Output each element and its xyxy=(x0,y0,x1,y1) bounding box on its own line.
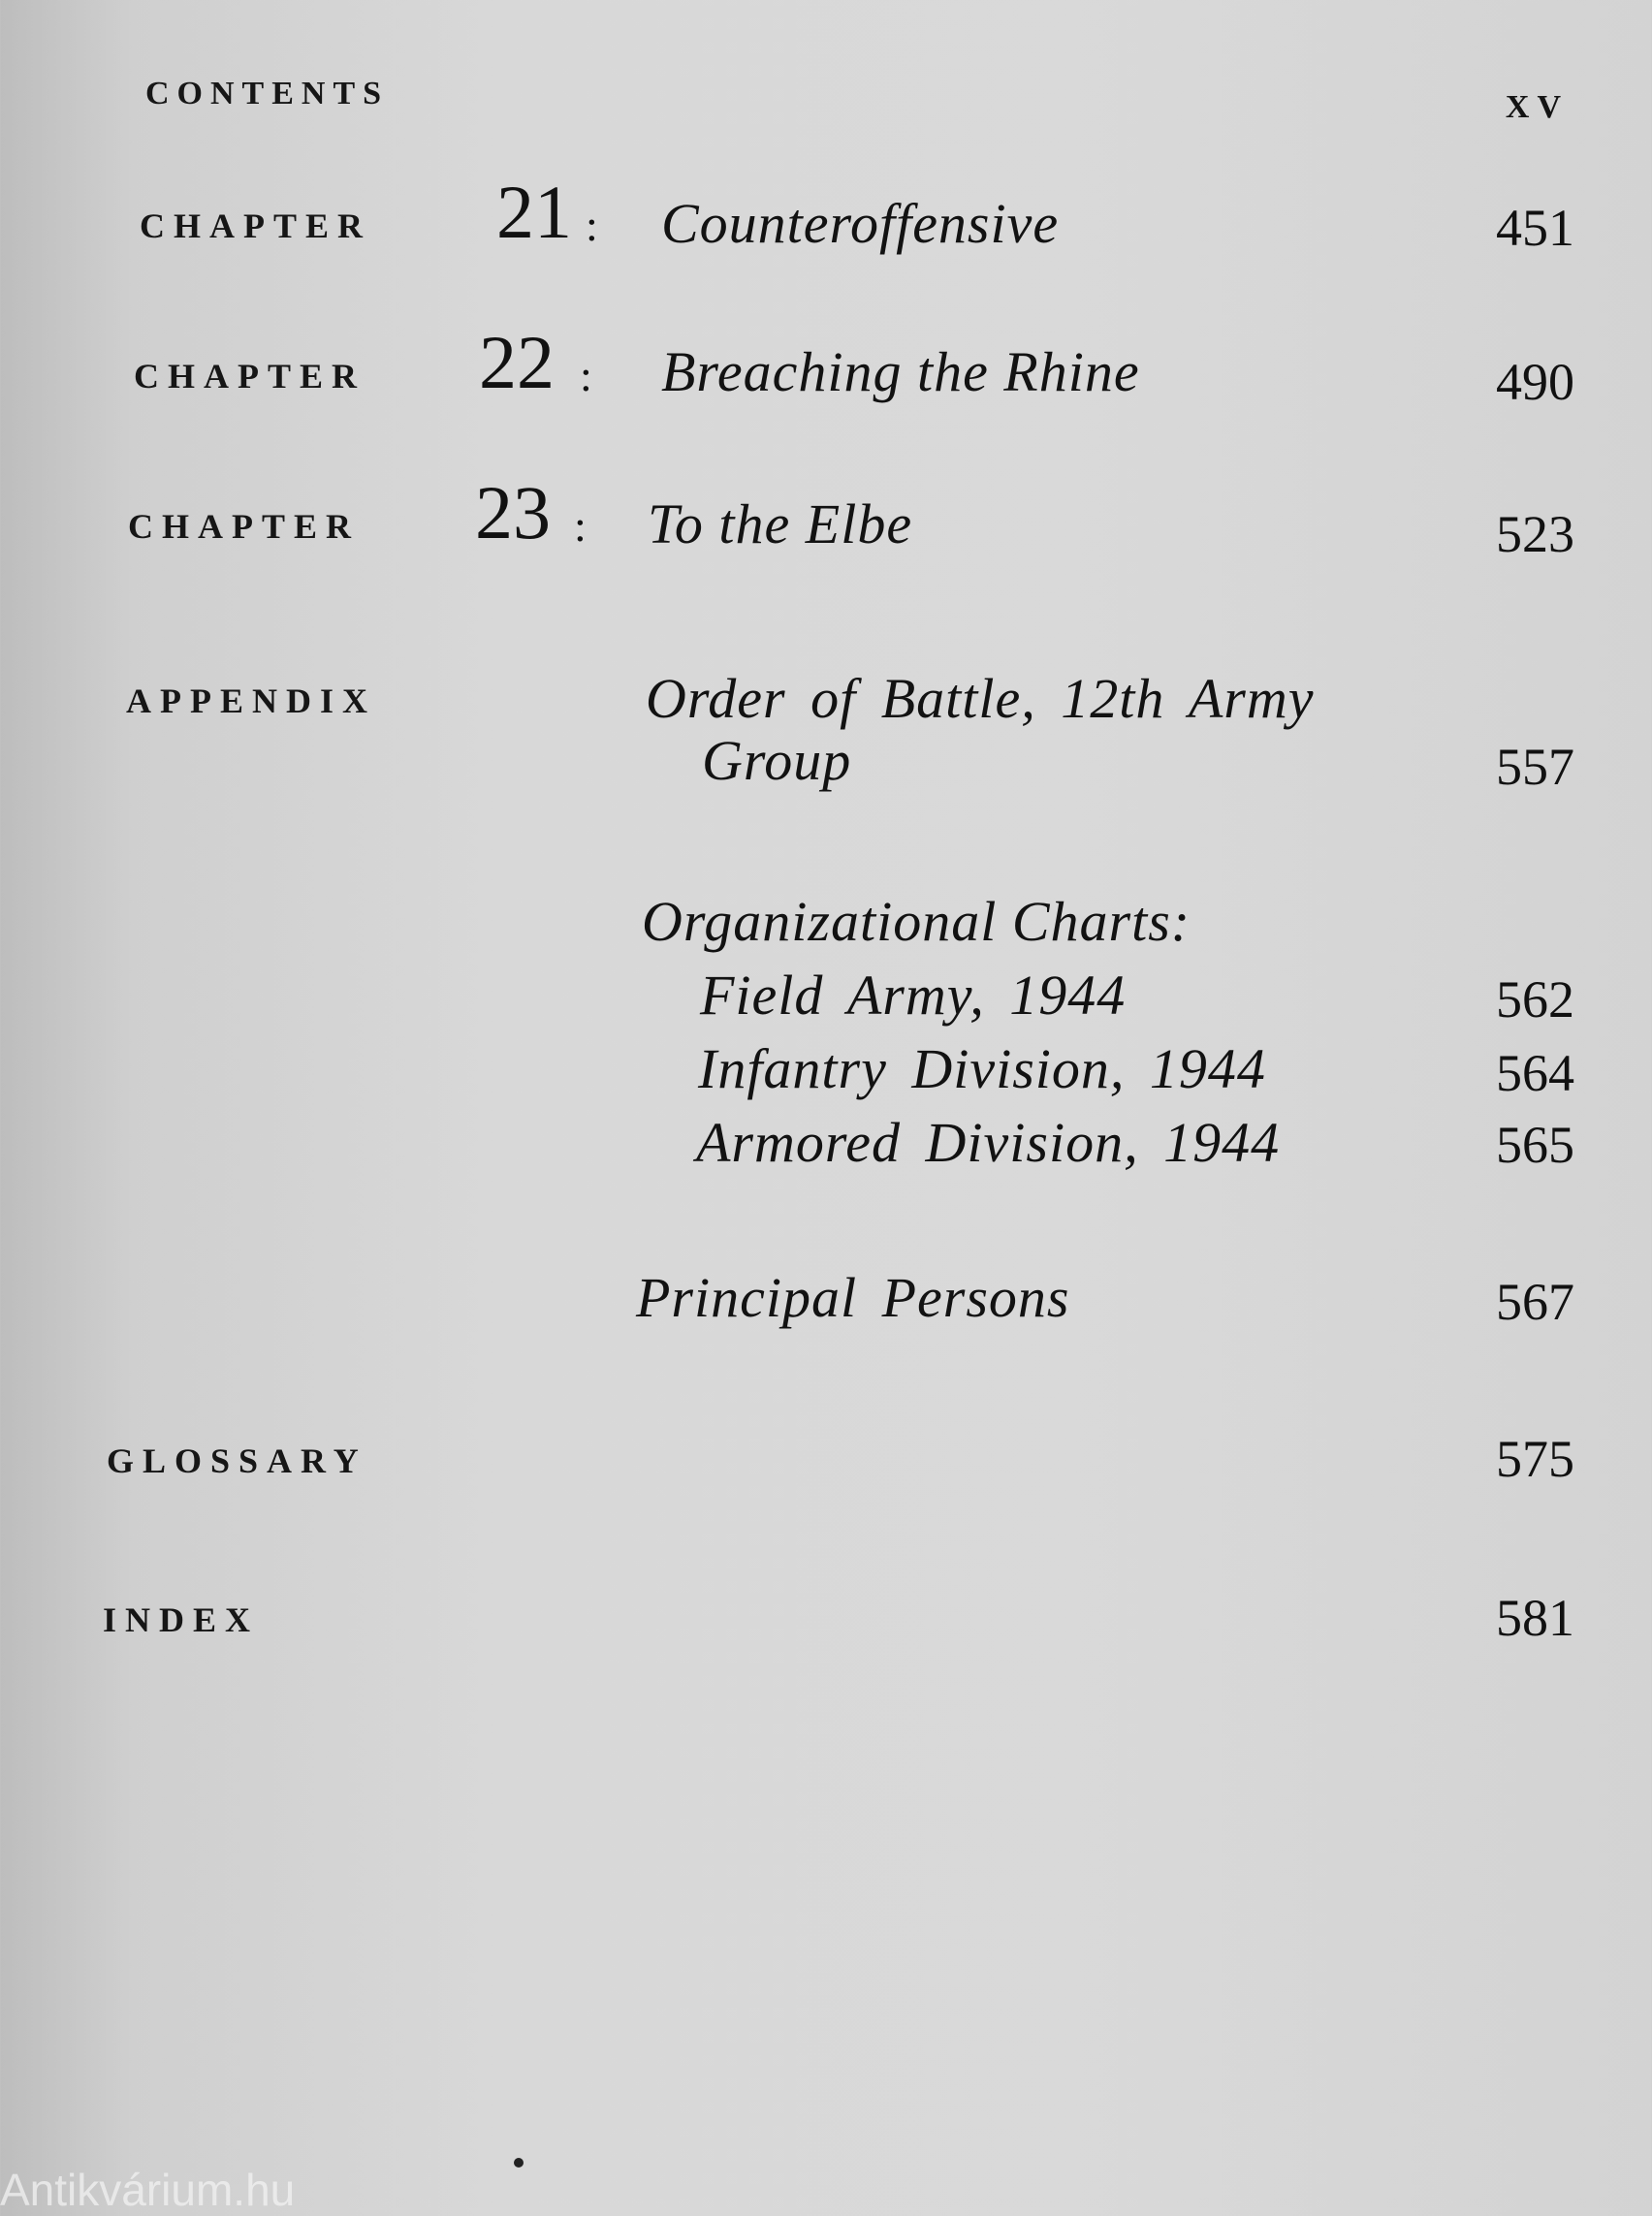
chapter-title: Breaching the Rhine xyxy=(661,340,1140,403)
chapter-colon: : xyxy=(574,501,587,551)
watermark: Antikvárium.hu xyxy=(0,2165,296,2215)
org-chart-page-field-army: 562 xyxy=(1496,970,1574,1029)
chapter-label: CHAPTER xyxy=(140,206,372,245)
org-chart-page-armored-division: 565 xyxy=(1496,1116,1574,1174)
chapter-colon: : xyxy=(586,201,598,250)
chapter-number: 23 xyxy=(475,470,551,554)
chapter-title: Counteroffensive xyxy=(661,192,1060,255)
toc-entry-chapter-21 xyxy=(0,170,1652,262)
appendix-label: APPENDIX xyxy=(126,681,376,720)
principal-persons-title: Principal Persons xyxy=(636,1266,1070,1329)
chapter-colon: : xyxy=(580,351,592,400)
running-head: CONTENTS xyxy=(145,76,390,111)
index-label: INDEX xyxy=(103,1600,260,1639)
toc-entry-chapter-23 xyxy=(0,470,1652,563)
order-of-battle-title-line2: Group xyxy=(702,729,852,792)
index-page: 581 xyxy=(1496,1589,1574,1647)
page-number: 451 xyxy=(1496,199,1574,257)
org-chart-item-field-army: Field Army, 1944 xyxy=(700,964,1127,1027)
org-chart-page-infantry-division: 564 xyxy=(1496,1044,1574,1102)
chapter-label: CHAPTER xyxy=(134,357,366,396)
glossary-label: GLOSSARY xyxy=(107,1441,367,1480)
org-charts-heading: Organizational Charts: xyxy=(642,890,1191,953)
org-chart-item-armored-division: Armored Division, 1944 xyxy=(696,1111,1281,1174)
ink-speck xyxy=(514,2158,524,2168)
order-of-battle-page: 557 xyxy=(1496,738,1574,796)
chapter-number: 21 xyxy=(496,170,572,254)
org-chart-item-infantry-division: Infantry Division, 1944 xyxy=(698,1037,1266,1100)
chapter-title: To the Elbe xyxy=(648,492,913,555)
chapter-label: CHAPTER xyxy=(128,507,361,546)
page-number: 490 xyxy=(1496,353,1574,411)
toc-entry-chapter-22 xyxy=(0,320,1652,412)
principal-persons-page: 567 xyxy=(1496,1273,1574,1331)
page-number: 523 xyxy=(1496,505,1574,563)
page-folio: XV xyxy=(1505,89,1569,125)
order-of-battle-title-line1: Order of Battle, 12th Army xyxy=(646,667,1315,730)
chapter-number: 22 xyxy=(479,320,555,404)
glossary-page: 575 xyxy=(1496,1430,1574,1488)
